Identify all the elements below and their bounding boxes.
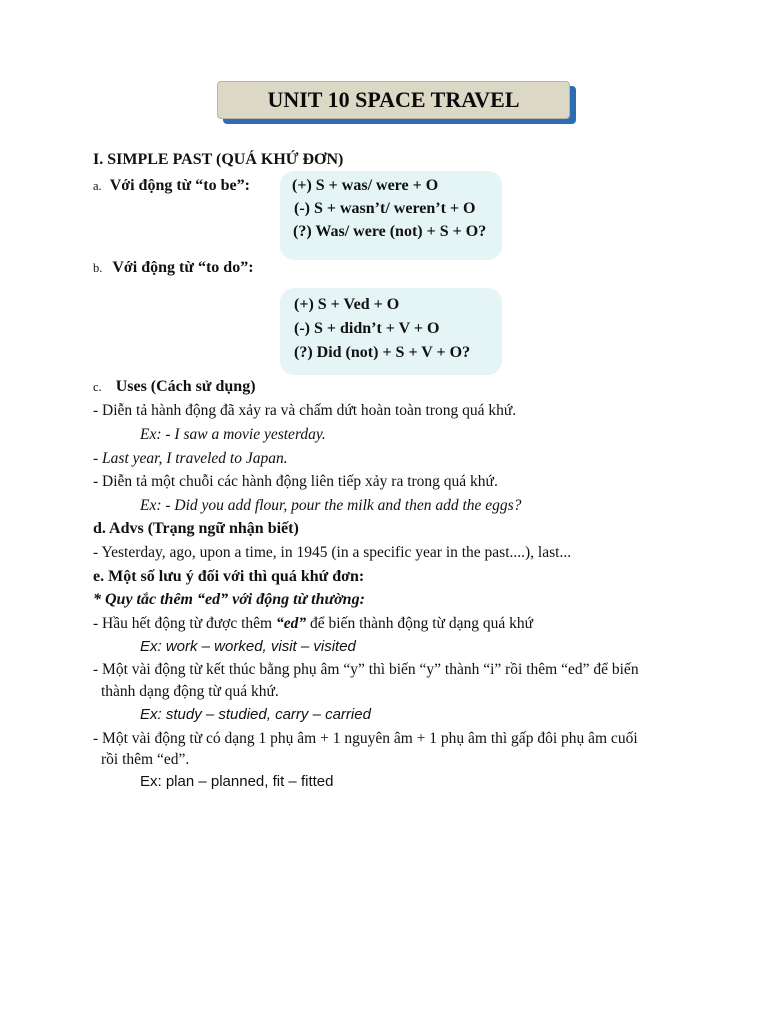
part-e-heading: e. Một số lưu ý đối với thì quá khứ đơn: (93, 568, 365, 585)
use-1-example: Ex: - I saw a movie yesterday. (140, 426, 326, 443)
part-b-heading (93, 259, 254, 277)
rule-1-bold: “ed” (275, 615, 307, 632)
formula-b-negative: (-) S + didn’t + V + O (294, 320, 440, 337)
part-c-heading (93, 378, 256, 396)
part-a-label: Với động từ “to be”: (109, 177, 250, 194)
use-1-example-b: - Last year, I traveled to Japan. (93, 450, 288, 467)
rule-1-pre: - Hầu hết động từ được thêm (93, 615, 276, 632)
use-1-text: - Diễn tả hành động đã xảy ra và chấm dứt hoàn toàn trong quá khứ. (93, 402, 517, 419)
rule-heading: * Quy tắc thêm “ed” với động từ thường: (93, 591, 365, 608)
rule-2-example: Ex: study – studied, carry – carried (140, 706, 371, 723)
part-b-marker: b. (93, 261, 103, 275)
part-d-heading: d. Advs (Trạng ngữ nhận biết) (93, 520, 299, 537)
formula-a-negative: (-) S + wasn’t/ weren’t + O (294, 200, 476, 217)
formula-a-question: (?) Was/ were (not) + S + O? (293, 223, 487, 240)
section-heading: I. SIMPLE PAST (QUÁ KHỨ ĐƠN) (93, 151, 344, 168)
rule-1-example: Ex: work – worked, visit – visited (140, 638, 356, 655)
rule-2-line-2: thành dạng động từ quá khứ. (101, 683, 279, 700)
part-c-marker: c. (93, 380, 102, 394)
part-a-marker: a. (93, 179, 102, 193)
page-title: UNIT 10 SPACE TRAVEL (217, 81, 570, 119)
use-2-text: - Diễn tả một chuỗi các hành động liên tiếp xảy ra trong quá khứ. (93, 473, 498, 490)
rule-1-post: để biến thành động từ dạng quá khứ (306, 615, 533, 632)
formula-b-positive: (+) S + Ved + O (294, 296, 400, 313)
part-c-label: Uses (Cách sử dụng) (115, 378, 256, 395)
part-b-label: Với động từ “to do”: (112, 259, 254, 276)
formula-b-question: (?) Did (not) + S + V + O? (294, 344, 471, 361)
part-d-text: - Yesterday, ago, upon a time, in 1945 (in a specific year in the past....), last... (93, 544, 572, 561)
formula-a-positive: (+) S + was/ were + O (292, 177, 439, 194)
rule-3-example: Ex: plan – planned, fit – fitted (140, 773, 334, 790)
rule-3-line-2: rồi thêm “ed”. (101, 751, 190, 768)
part-a-heading (93, 177, 250, 195)
rule-3-line-1: - Một vài động từ có dạng 1 phụ âm + 1 nguyên âm + 1 phụ âm thì gấp đôi phụ âm cuối (93, 730, 638, 747)
rule-1-text (93, 615, 533, 633)
use-2-example: Ex: - Did you add flour, pour the milk and then add the eggs? (140, 497, 522, 514)
rule-2-line-1: - Một vài động từ kết thúc bằng phụ âm “y” thì biến “y” thành “i” rồi thêm “ed” để biến (93, 661, 639, 678)
